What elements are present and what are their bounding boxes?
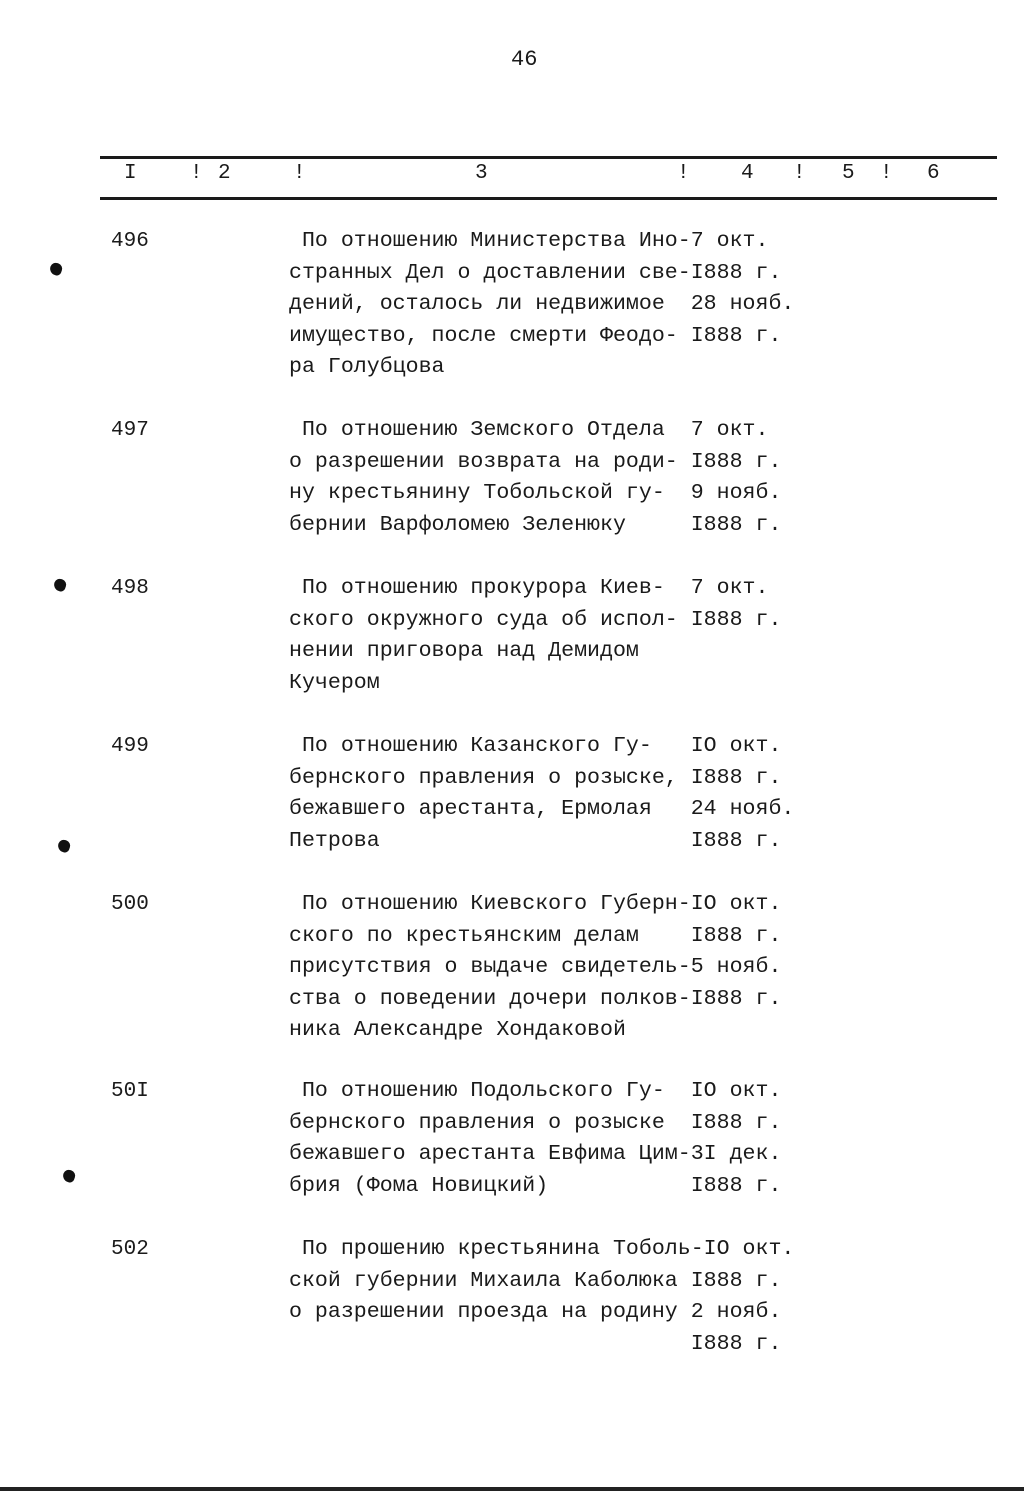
- entry-line: нении приговора над Демидом: [289, 639, 639, 663]
- entry-number: 498: [111, 577, 149, 600]
- column-header-6: 6: [927, 162, 940, 185]
- column-header-4: 4: [741, 162, 754, 185]
- table-top-rule: [100, 156, 997, 159]
- entry-line: о разрешении возврата на роди- I888 г.: [289, 449, 782, 474]
- entry-line: присутствия о выдаче свидетель-5 нояб.: [289, 955, 782, 979]
- entry-line: ского окружного суда об испол- I888 г.: [289, 607, 782, 632]
- entry-line: брия (Фома Новицкий) I888 г.: [289, 1173, 782, 1198]
- column-separator: !: [793, 162, 806, 185]
- entry-description: [289, 415, 781, 541]
- entry-number: 502: [111, 1238, 149, 1261]
- entry-line: ской губернии Михаила Каболюка I888 г.: [289, 1268, 782, 1293]
- column-separator: !: [880, 162, 893, 185]
- entry-line: о разрешении проезда на родину 2 нояб.: [289, 1300, 782, 1324]
- table-header-rule: [100, 197, 997, 200]
- entry-line: По отношению прокурора Киев- 7 окт.: [289, 576, 769, 600]
- entry-line: По отношению Земского Отдела 7 окт.: [289, 418, 769, 442]
- entry-line: ра Голубцова: [289, 355, 445, 379]
- entry-number: 499: [111, 735, 149, 758]
- entry-line: дений, осталось ли недвижимое 28 нояб.: [289, 292, 795, 316]
- page-number: 46: [511, 47, 538, 72]
- column-header-1: I: [124, 162, 137, 185]
- entry-line: бежавшего арестанта Евфима Цим-3I дек.: [289, 1142, 782, 1166]
- entry-number: 496: [111, 230, 149, 253]
- entry-line: имущество, после смерти Феодо- I888 г.: [289, 323, 782, 348]
- entry-line: По отношению Министерства Ино-7 окт.: [289, 229, 769, 253]
- column-header-5: 5: [842, 162, 855, 185]
- entry-description: [289, 226, 794, 384]
- entry-line: бернского правления о розыске I888 г.: [289, 1110, 782, 1135]
- column-separator: !: [677, 162, 690, 185]
- punch-hole-mark: [61, 1168, 76, 1183]
- entry-number: 497: [111, 419, 149, 442]
- entry-line: По отношению Казанского Гу- IO окт.: [289, 734, 782, 758]
- entry-line: По отношению Киевского Губерн-IO окт.: [289, 892, 782, 916]
- entry-description: [289, 889, 781, 1047]
- entry-line: ну крестьянину Тобольской гу- 9 нояб.: [289, 481, 782, 505]
- entry-line: бернского правления о розыске, I888 г.: [289, 765, 782, 790]
- punch-hole-mark: [48, 261, 63, 276]
- column-separator: !: [293, 162, 306, 185]
- entry-description: [289, 731, 794, 857]
- table-column-header: [0, 162, 1024, 192]
- entry-line: I888 г.: [289, 1331, 782, 1356]
- entry-description: [289, 1234, 794, 1360]
- page-bottom-edge: [0, 1487, 1024, 1491]
- entry-line: ства о поведении дочери полков-I888 г.: [289, 986, 782, 1011]
- column-header-3: 3: [475, 162, 488, 185]
- entry-description: [289, 1076, 781, 1202]
- entry-line: странных Дел о доставлении све-I888 г.: [289, 260, 782, 285]
- entry-line: Петрова I888 г.: [289, 828, 782, 853]
- entry-line: ника Александре Хондаковой: [289, 1018, 626, 1042]
- entry-number: 50I: [111, 1080, 149, 1103]
- entry-line: По прошению крестьянина Тоболь-IO окт.: [289, 1237, 795, 1261]
- entry-line: бежавшего арестанта, Ермолая 24 нояб.: [289, 797, 795, 821]
- entry-line: бернии Варфоломею Зеленюку I888 г.: [289, 512, 782, 537]
- punch-hole-mark: [52, 577, 67, 592]
- punch-hole-mark: [56, 838, 71, 853]
- entry-number: 500: [111, 893, 149, 916]
- entry-line: ского по крестьянским делам I888 г.: [289, 923, 782, 948]
- entry-line: Кучером: [289, 670, 380, 695]
- entry-line: По отношению Подольского Гу- IO окт.: [289, 1079, 782, 1103]
- entry-description: [289, 573, 781, 699]
- column-header-2: 2: [218, 162, 231, 185]
- column-separator: !: [190, 162, 203, 185]
